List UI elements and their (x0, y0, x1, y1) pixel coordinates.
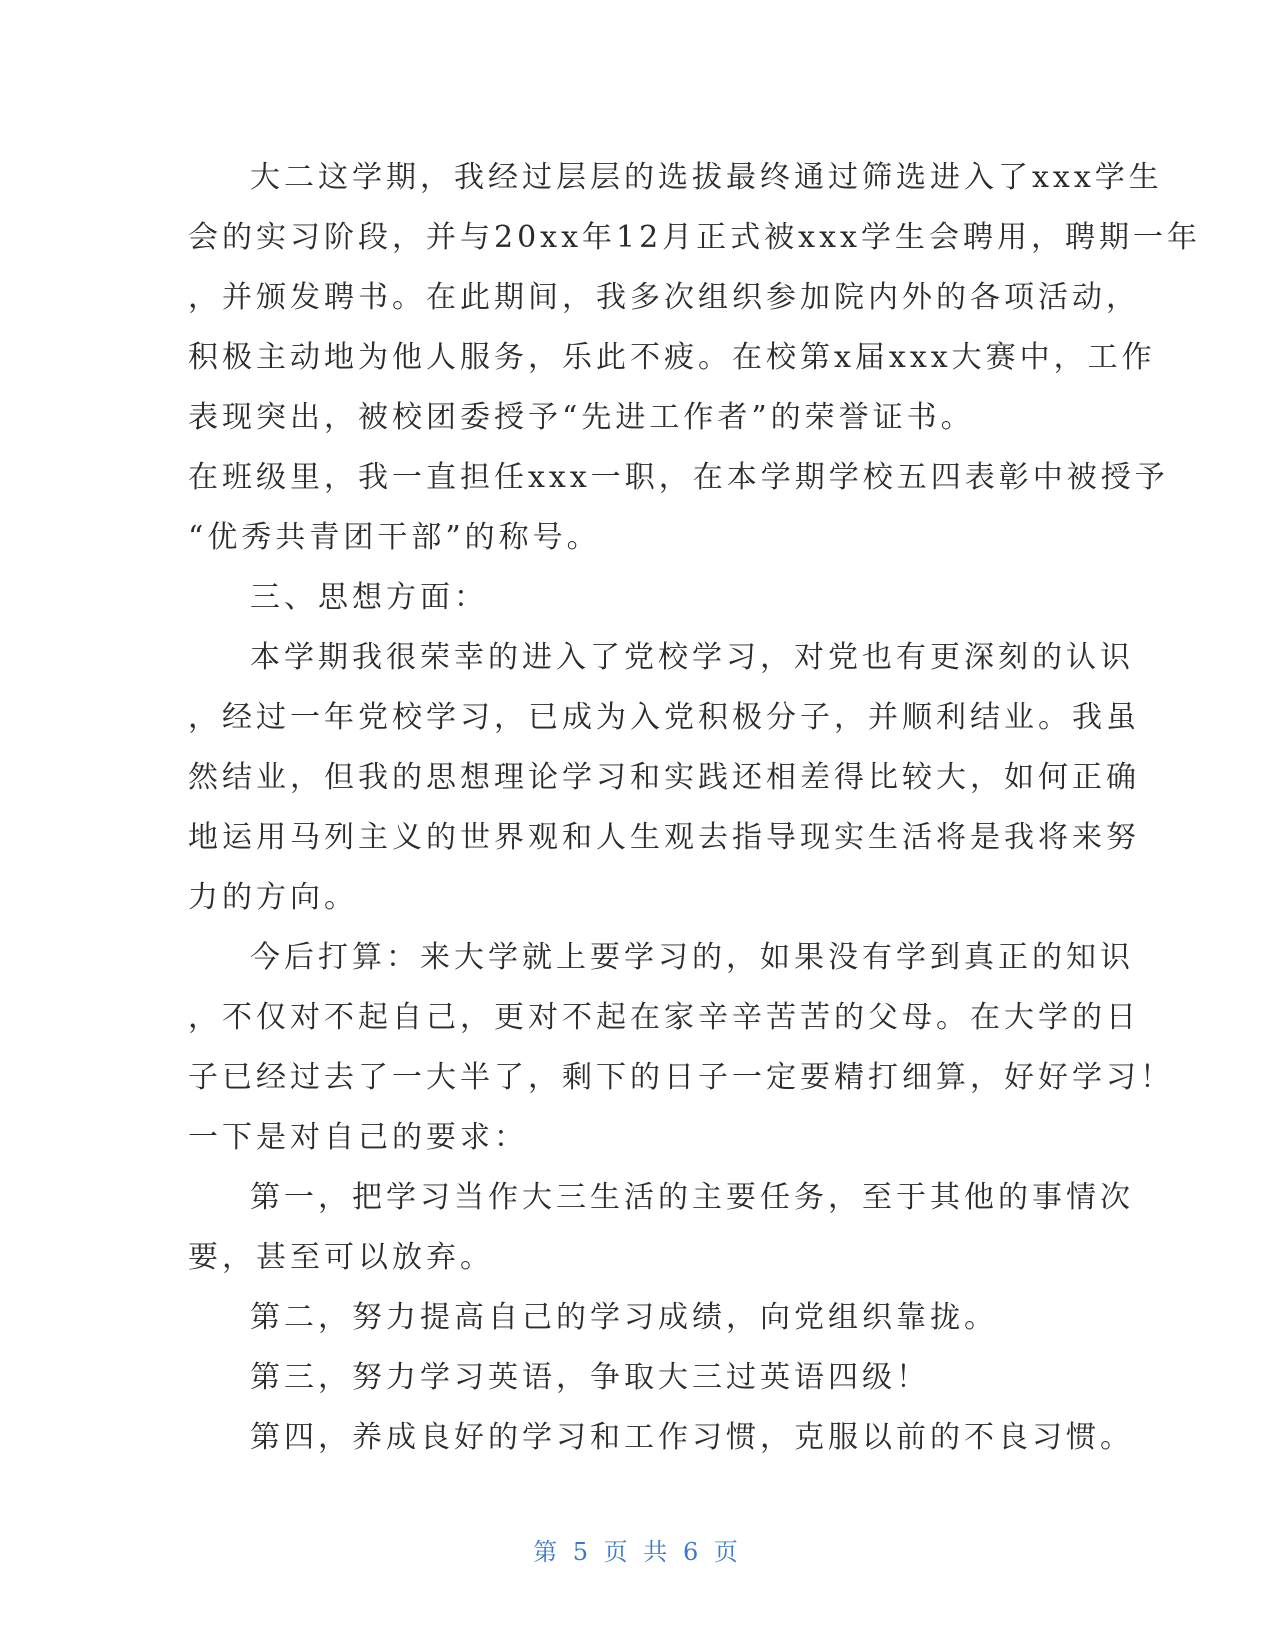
document-body (188, 148, 1201, 1468)
list-item: 第二，努力提高自己的学习成绩，向党组织靠拢。 (250, 1300, 998, 1335)
list-item: 第三，努力学习英语，争取大三过英语四级！ (250, 1360, 930, 1395)
text-line: ，不仅对不起自己，更对不起在家辛辛苦苦的父母。在大学的日 (188, 1000, 1140, 1035)
text-line: 表现突出，被校团委授予“先进工作者”的荣誉证书。 (188, 400, 975, 435)
text-line: 会的实习阶段，并与20xx年12月正式被xxx学生会聘用，聘期一年 (188, 220, 1201, 255)
text-line: 大二这学期，我经过层层的选拔最终通过筛选进入了xxx学生 (250, 160, 1163, 195)
text-line: 然结业，但我的思想理论学习和实践还相差得比较大，如何正确 (188, 760, 1140, 795)
text-line: 子已经过去了一大半了，剩下的日子一定要精打细算，好好学习！ (188, 1060, 1174, 1095)
list-item: 第四，养成良好的学习和工作习惯，克服以前的不良习惯。 (250, 1420, 1134, 1455)
text-line: 一下是对自己的要求： (188, 1120, 528, 1155)
text-line: 本学期我很荣幸的进入了党校学习，对党也有更深刻的认识 (250, 640, 1134, 675)
text-line: ，经过一年党校学习，已成为入党积极分子，并顺利结业。我虽 (188, 700, 1140, 735)
list-item: 第一，把学习当作大三生活的主要任务，至于其他的事情次 (250, 1180, 1134, 1215)
text-line: 积极主动地为他人服务，乐此不疲。在校第x届xxx大赛中，工作 (188, 340, 1156, 375)
list-item-continuation: 要，甚至可以放弃。 (188, 1240, 494, 1275)
page-number-footer: 第 5 页 共 6 页 (533, 1538, 742, 1566)
text-line: 在班级里，我一直担任xxx一职，在本学期学校五四表彰中被授予 (188, 460, 1169, 495)
text-line: 力的方向。 (188, 880, 358, 915)
text-line: “优秀共青团干部”的称号。 (188, 520, 601, 555)
text-line: ，并颁发聘书。在此期间，我多次组织参加院内外的各项活动， (188, 280, 1140, 315)
section-heading: 三、思想方面： (250, 580, 488, 615)
text-line: 今后打算：来大学就上要学习的，如果没有学到真正的知识 (250, 940, 1134, 975)
text-line: 地运用马列主义的世界观和人生观去指导现实生活将是我将来努 (188, 820, 1140, 855)
